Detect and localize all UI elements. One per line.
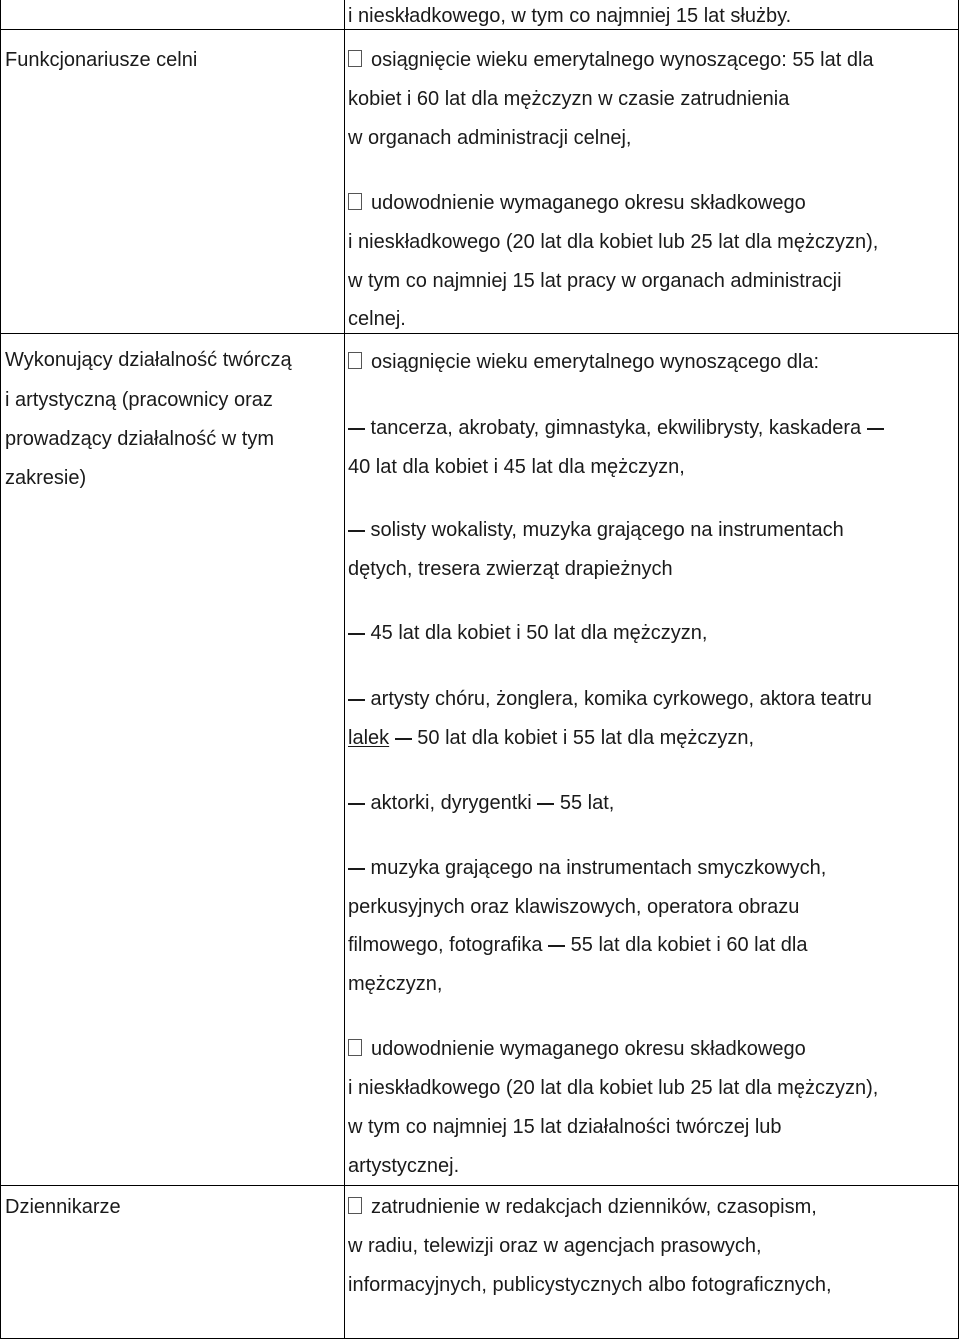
bullet-employment: zatrudnienie w redakcjach dzienników, czasopism, — [348, 1195, 817, 1219]
cell-text — [348, 933, 808, 957]
checkbox-bullet-icon — [348, 1197, 362, 1214]
dash-item: muzyka grającego na instrumentach smyczkowych, — [348, 856, 826, 880]
age-text: 50 lat dla kobiet i 55 lat dla mężczyzn, — [417, 727, 755, 749]
cell-text: 40 lat dla kobiet i 45 lat dla mężczyzn, — [348, 456, 685, 478]
cell-text: w organach administracji celnej, — [348, 127, 632, 149]
row-label-customs-officers: Funkcjonariusze celni — [5, 49, 198, 71]
row-divider — [0, 1185, 959, 1186]
cell-text: w radiu, telewizji oraz w agencjach prasowych, — [348, 1235, 762, 1257]
dash-icon — [348, 428, 365, 430]
cell-text: i nieskładkowego (20 lat dla kobiet lub 25 lat dla mężczyzn), — [348, 1077, 879, 1099]
dash-item: 45 lat dla kobiet i 50 lat dla mężczyzn, — [348, 621, 707, 645]
table-border-left — [0, 0, 1, 1339]
cell-text: mężczyzn, — [348, 973, 443, 995]
dash-item — [348, 791, 614, 815]
checkbox-bullet-icon — [348, 352, 362, 369]
bullet-retirement-age: osiągnięcie wieku emerytalnego wynoszącego: 55 lat dla — [348, 48, 874, 72]
dash-icon — [348, 803, 365, 805]
dash-icon — [867, 428, 884, 430]
row-divider — [0, 333, 959, 334]
checkbox-bullet-icon — [348, 193, 362, 210]
lalek-text: lalek — [348, 727, 390, 749]
row-label-artists: Wykonujący działalność twórczą — [5, 349, 292, 371]
bullet-contribution-period: udowodnienie wymaganego okresu składkowego — [348, 191, 806, 215]
dash-icon — [348, 868, 365, 870]
dash-item: solisty wokalisty, muzyka grającego na instrumentach — [348, 518, 844, 542]
dash-icon — [395, 738, 412, 740]
cell-text: w tym co najmniej 15 lat pracy w organach administracji — [348, 270, 842, 292]
table-border-bottom — [0, 1338, 959, 1339]
bullet-retirement-age: osiągnięcie wieku emerytalnego wynoszącego dla: — [348, 350, 819, 374]
dash-item: artysty chóru, żonglera, komika cyrkowego, aktora teatru — [348, 687, 872, 711]
cell-text: perkusyjnych oraz klawiszowych, operatora obrazu — [348, 896, 800, 918]
dash-icon — [348, 633, 365, 635]
cell-text: celnej. — [348, 308, 406, 330]
dash-icon — [348, 699, 365, 701]
cell-text: i nieskładkowego (20 lat dla kobiet lub 25 lat dla mężczyzn), — [348, 231, 879, 253]
dash-icon — [348, 530, 365, 532]
row-label-artists: i artystyczną (pracownicy oraz — [5, 389, 273, 411]
row-divider — [0, 29, 959, 30]
row-label-artists: zakresie) — [5, 467, 87, 489]
dash-item: tancerza, akrobaty, gimnastyka, ekwilibrysty, kaskadera — [348, 416, 884, 440]
checkbox-bullet-icon — [348, 1039, 362, 1056]
checkbox-bullet-icon — [348, 50, 362, 67]
row-label-artists: prowadzący działalność w tym — [5, 428, 274, 450]
cell-text: w tym co najmniej 15 lat działalności twórczej lub — [348, 1116, 782, 1138]
bullet-contribution-period: udowodnienie wymaganego okresu składkowego — [348, 1037, 806, 1061]
cell-text: kobiet i 60 lat dla mężczyzn w czasie zatrudnienia — [348, 88, 790, 110]
actresses-text: aktorki, dyrygentki — [365, 792, 538, 814]
cell-text: i nieskładkowego, w tym co najmniej 15 lat służby. — [348, 5, 792, 27]
age-text: 55 lat dla kobiet i 60 lat dla — [565, 934, 808, 956]
cell-text: informacyjnych, publicystycznych albo fotograficznych, — [348, 1274, 832, 1296]
photographer-text: filmowego, fotografika — [348, 934, 549, 956]
column-divider — [344, 0, 345, 1339]
row-label-journalists: Dziennikarze — [5, 1196, 121, 1218]
dash-icon — [548, 945, 565, 947]
dash-icon — [537, 803, 554, 805]
age-text: 55 lat, — [554, 792, 615, 814]
cell-text: dętych, tresera zwierząt drapieżnych — [348, 558, 673, 580]
table-border-right — [958, 0, 959, 1339]
cell-text: artystycznej. — [348, 1155, 460, 1177]
cell-text — [348, 726, 754, 750]
